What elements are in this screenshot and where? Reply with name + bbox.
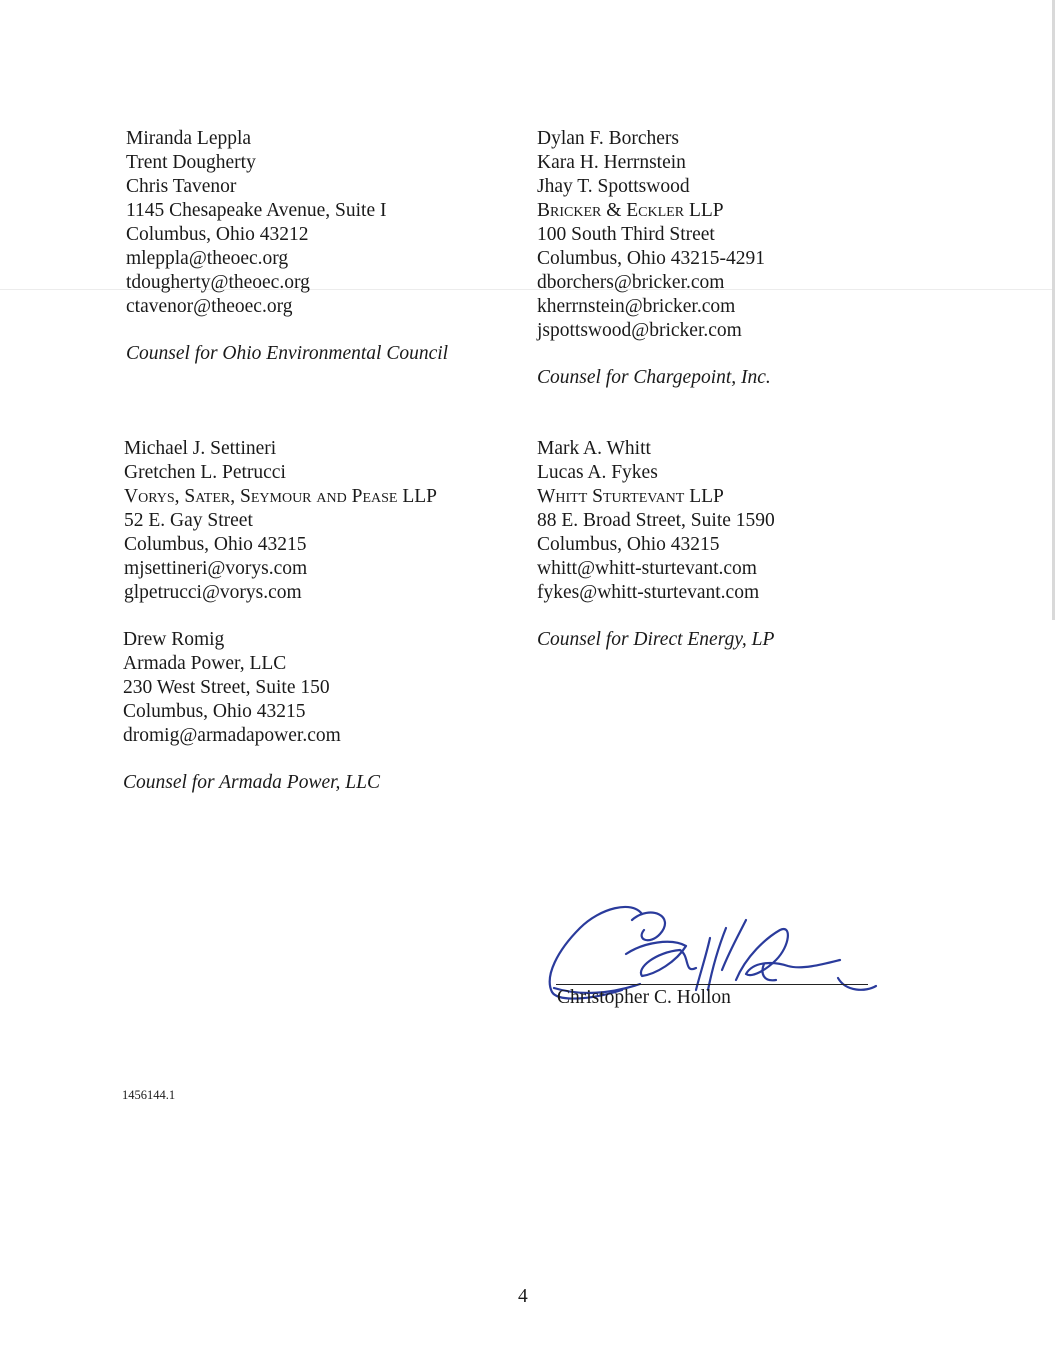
- counsel-for-direct-energy: Counsel for Direct Energy, LP: [537, 629, 775, 650]
- email-address: kherrnstein@bricker.com: [537, 296, 736, 317]
- attorney-name: Gretchen L. Petrucci: [124, 462, 286, 483]
- firm-name: Bricker & Eckler LLP: [537, 200, 724, 221]
- counsel-for-chargepoint: Counsel for Chargepoint, Inc.: [537, 367, 771, 388]
- counsel-block-whitt: [537, 437, 775, 605]
- email-address: dromig@armadapower.com: [123, 725, 341, 746]
- signature-line: [556, 984, 868, 985]
- counsel-block-chargepoint: [537, 127, 765, 343]
- attorney-name: Chris Tavenor: [126, 176, 237, 197]
- attorney-name: Lucas A. Fykes: [537, 462, 658, 483]
- firm-name: Vorys, Sater, Seymour and Pease LLP: [124, 486, 437, 507]
- street-address: 230 West Street, Suite 150: [123, 677, 330, 698]
- email-address: tdougherty@theoec.org: [126, 272, 310, 293]
- city-state-zip: Columbus, Ohio 43212: [126, 224, 309, 245]
- city-state-zip: Columbus, Ohio 43215: [124, 534, 307, 555]
- document-number: 1456144.1: [122, 1088, 176, 1102]
- attorney-name: Dylan F. Borchers: [537, 128, 679, 149]
- attorney-name: Mark A. Whitt: [537, 438, 651, 459]
- counsel-for-armada: Counsel for Armada Power, LLC: [123, 772, 380, 793]
- email-address: whitt@whitt-sturtevant.com: [537, 558, 757, 579]
- email-address: jspottswood@bricker.com: [537, 320, 742, 341]
- counsel-for-oec: Counsel for Ohio Environmental Council: [126, 343, 449, 364]
- email-address: dborchers@bricker.com: [537, 272, 725, 293]
- street-address: 52 E. Gay Street: [124, 510, 253, 531]
- organization-name: Armada Power, LLC: [123, 653, 287, 674]
- street-address: 100 South Third Street: [537, 224, 715, 245]
- street-address: 1145 Chesapeake Avenue, Suite I: [126, 200, 387, 221]
- attorney-name: Miranda Leppla: [126, 128, 252, 149]
- attorney-name: Jhay T. Spottswood: [537, 176, 690, 197]
- page-number: 4: [518, 1286, 528, 1307]
- attorney-name: Kara H. Herrnstein: [537, 152, 686, 173]
- email-address: mleppla@theoec.org: [126, 248, 289, 269]
- signer-name: Christopher C. Hollon: [557, 987, 731, 1008]
- city-state-zip: Columbus, Ohio 43215: [123, 701, 306, 722]
- city-state-zip: Columbus, Ohio 43215: [537, 534, 720, 555]
- street-address: 88 E. Broad Street, Suite 1590: [537, 510, 775, 531]
- email-address: ctavenor@theoec.org: [126, 296, 293, 317]
- email-address: mjsettineri@vorys.com: [124, 558, 308, 579]
- attorney-name: Trent Dougherty: [126, 152, 256, 173]
- counsel-block-armada: [123, 628, 341, 748]
- email-address: fykes@whitt-sturtevant.com: [537, 582, 760, 603]
- counsel-block-oec: [126, 127, 386, 319]
- firm-name: Whitt Sturtevant LLP: [537, 486, 724, 507]
- city-state-zip: Columbus, Ohio 43215-4291: [537, 248, 766, 269]
- attorney-name: Drew Romig: [123, 629, 225, 650]
- attorney-name: Michael J. Settineri: [124, 438, 277, 459]
- counsel-block-vorys: [124, 437, 437, 605]
- email-address: glpetrucci@vorys.com: [124, 582, 302, 603]
